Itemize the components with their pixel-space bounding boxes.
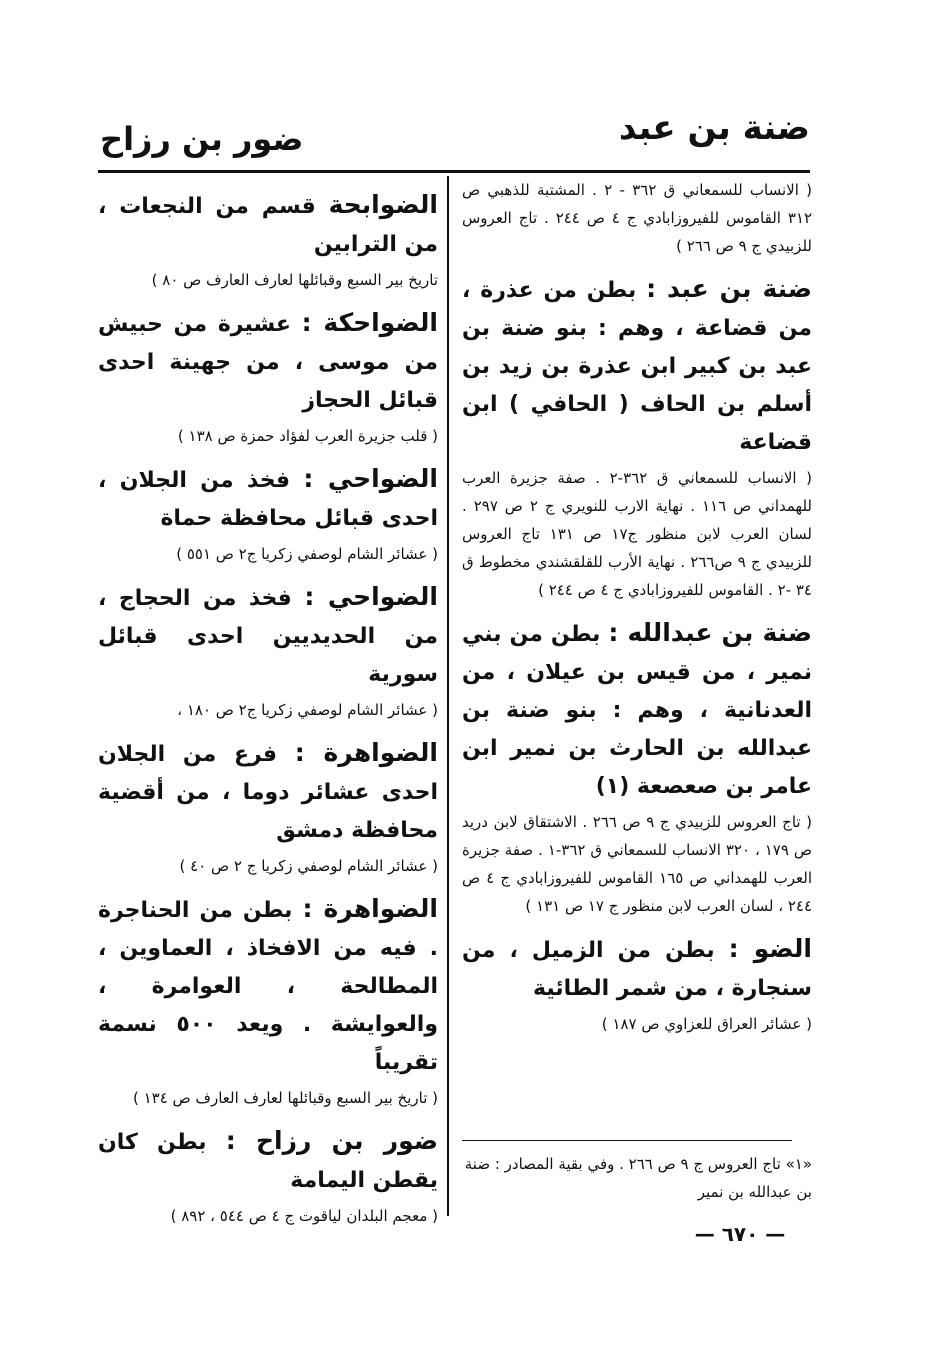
entry-reference: ( تاريخ بير السبع وقبائلها لعارف العارف ص ١٣٤ ) [132, 1089, 438, 1107]
entry-text: بطن من بني نمير ، من قيس بن عيلان ، من العدنانية ، وهم : بنو ضنة بن عبدالله بن الحارث بن نمير ابن عامر بن صعصعة (١) [462, 622, 812, 799]
column-divider [447, 176, 449, 1216]
right-column [462, 176, 812, 1048]
entry-text: بطن من عذرة ، من قضاعة ، وهم : بنو ضنة بن عبد بن كبير ابن عذرة بن زيد بن أسلم بن الحاف ( الحافي ) ابن قضاعة [462, 278, 812, 455]
entry [98, 578, 438, 724]
continued-reference: ( الانساب للسمعاني ق ٣٦٢ - ٢ . المشتبة للذهبي ص ٣١٢ القاموس للفيروزابادي ج ٤ ص ٢٤٤ . تاج العروس للزبيدي ج ٩ ص ٢٦٦ ) [462, 181, 813, 255]
entry [462, 614, 812, 920]
entry [98, 460, 438, 568]
entry-reference: ( تاج العروس للزبيدي ج ٩ ص ٢٦٦ . الاشتقاق لابن دريد ص ١٧٩ ، ٣٢٠ الانساب للسمعاني ق ٣٦٢-١ . صفة جزيرة العرب للهمداني ص ١٦٥ القاموس للفيروزابادي ج ٤ ص ٢٤٤ ، لسان العرب لابن منظور ج ١٧ ص ١٣١ ) [462, 813, 812, 915]
entry-heading: الضواهرة : [294, 738, 438, 767]
entry-text: قسم من النجعات ، من الترابين [98, 194, 438, 257]
entry-reference: ( قلب جزيرة العرب لفؤاد حمزة ص ١٣٨ ) [177, 427, 438, 445]
entry-text: فخذ من الحجاج ، من الحديديين احدى قبائل سورية [98, 586, 438, 687]
entry [462, 270, 812, 604]
entry [98, 734, 438, 880]
entry-text: فخذ من الجلان ، احدى قبائل محافظة حماة [98, 468, 438, 531]
entry-heading: الضواحي : [303, 464, 438, 493]
entry [98, 304, 438, 450]
entry-reference: ( عشائر الشام لوصفي زكريا ج ٢ ص ٤٠ ) [179, 857, 438, 875]
footnote-rule [462, 1140, 792, 1141]
running-title-right: ضنة بن عبد [618, 108, 810, 148]
entry-text: بطن من الزميل ، من سنجارة ، من شمر الطائية [462, 938, 812, 1001]
entry-heading: ضنة بن عبد : [646, 274, 812, 303]
entry [98, 186, 438, 294]
entry-heading: ضور بن رزاح : [225, 1126, 438, 1155]
page-header [100, 108, 810, 168]
entry-reference: ( عشائر الشام لوصفي زكريا ج٢ ص ٥٥١ ) [176, 545, 438, 563]
entry-heading: الضو : [728, 934, 812, 963]
page-number: — ٦٧٠ — [694, 1222, 786, 1246]
entry-text: فرع من الجلان احدى عشائر دوما ، من أقضية محافظة دمشق [98, 742, 438, 843]
entry-reference: ( عشائر الشام لوصفي زكريا ج٢ ص ١٨٠ ، [177, 701, 438, 719]
entry-text: عشيرة من حبيش من موسى ، من جهينة احدى قبائل الحجاز [98, 312, 438, 413]
entry-heading: الضوابحة [328, 190, 438, 219]
entry-text: بطن من الحناجرة . فيه من الافخاذ ، العماوين ، المطالحة ، العوامرة ، والعوايشة . ويعد ٥٠٠ نسمة تقريباً [98, 898, 438, 1075]
entry-heading: ضنة بن عبدالله : [608, 618, 812, 647]
left-column [98, 186, 438, 1240]
entry-reference: ( الانساب للسمعاني ق ٣٦٢-٢ . صفة جزيرة العرب للهمداني ص ١١٦ . نهاية الارب للنويري ج ٢ ص ٢٩٧ . لسان العرب لابن منظور ج١٧ ص ١٣١ تاج العروس للزبيدي ج ٩ ص٢٦٦ . نهاية الأرب للقلقشندي مخطوط ق ٣٤ -٢ . القاموس للفيروزابادي ج ٤ ص ٢٤٤ ) [462, 469, 813, 599]
entry [98, 890, 438, 1112]
entry-heading: الضواحي : [304, 582, 438, 611]
footnote: «١» تاج العروس ج ٩ ص ٢٦٦ . وفي بقية المصادر : ضنة بن عبدالله بن نمير [464, 1155, 812, 1201]
entry [98, 1122, 438, 1230]
header-rule [98, 170, 810, 173]
entry-reference: ( عشائر العراق للعزاوي ص ١٨٧ ) [601, 1015, 812, 1033]
entry [462, 930, 812, 1038]
running-title-left: ضور بن رزاح [100, 120, 304, 158]
entry-text: بطن كان يقطن اليمامة [98, 1130, 438, 1193]
entry-heading: الضواحكة : [301, 308, 438, 337]
entry-reference: تاريخ بير السبع وقبائلها لعارف العارف ص ٨٠ ) [151, 271, 438, 289]
entry-heading: الضواهرة : [302, 894, 438, 923]
entry-reference: ( معجم البلدان لياقوت ج ٤ ص ٥٤٤ ، ٨٩٢ ) [170, 1207, 438, 1225]
